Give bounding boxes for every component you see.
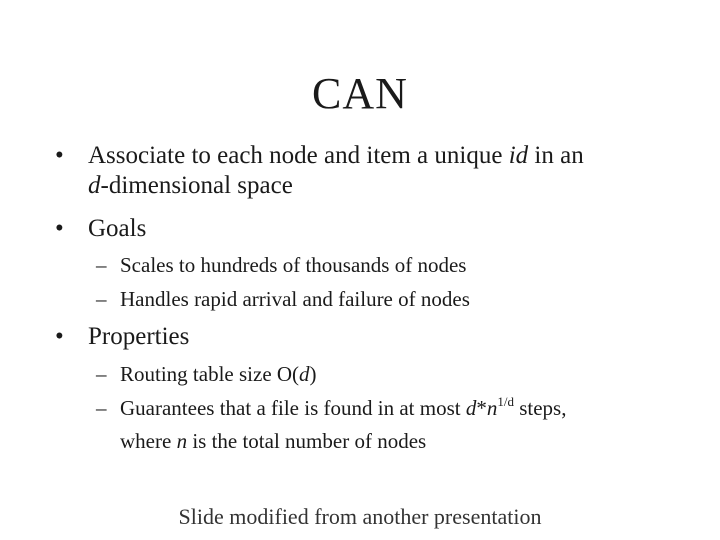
bullet-italic-term: id [508,142,529,169]
bullet-line [88,141,584,171]
sub-bullet-line [120,426,566,456]
sub-bullet-italic-term: n [176,429,188,453]
sub-bullet-handles [96,284,470,314]
sub-bullet-guarantees [96,393,567,456]
sub-bullet-text: where [120,429,177,453]
sub-bullet-marker: – [96,396,107,420]
sub-bullet-text: steps, [513,396,567,420]
bullet-text: Associate to each node and item a unique [88,142,509,169]
sub-bullet-marker: – [96,362,107,386]
slide-title: CAN [312,69,408,118]
sub-bullet-text: Routing table size O( [120,362,300,386]
sub-bullet-text: Handles rapid arrival and failure of nodes [120,287,470,311]
slide-footer-note: Slide modified from another presentation [178,504,542,529]
bullet-associate-id [55,141,584,201]
bullet-line [88,171,584,201]
bullet-text: in an [528,142,584,169]
bullet-marker: • [55,323,64,350]
sub-bullet-italic-term: n [486,396,498,420]
bullet-text: Properties [88,323,190,350]
sub-bullet-line [120,393,566,426]
sub-bullet-italic-term: d [465,396,477,420]
sub-bullet-marker: – [96,253,107,277]
sub-bullet-text: ) [309,362,317,386]
sub-bullet-marker: – [96,287,107,311]
bullet-goals [55,214,147,244]
sub-bullet-text: * [476,396,487,420]
sub-bullet-scales [96,250,467,280]
sub-bullet-text: is the total number of nodes [187,429,427,453]
bullet-text: Goals [88,215,147,242]
sub-bullet-text: Scales to hundreds of thousands of nodes [120,253,467,277]
sub-bullet-routing-table [96,359,317,389]
bullet-marker: • [55,142,64,169]
bullet-italic-term: d [88,172,101,199]
sub-bullet-superscript: 1/d [497,394,514,409]
bullet-properties [55,322,190,352]
sub-bullet-text: Guarantees that a file is found in at most [120,396,466,420]
bullet-text: -dimensional space [100,172,293,199]
sub-bullet-italic-term: d [299,362,310,386]
bullet-marker: • [55,215,64,242]
